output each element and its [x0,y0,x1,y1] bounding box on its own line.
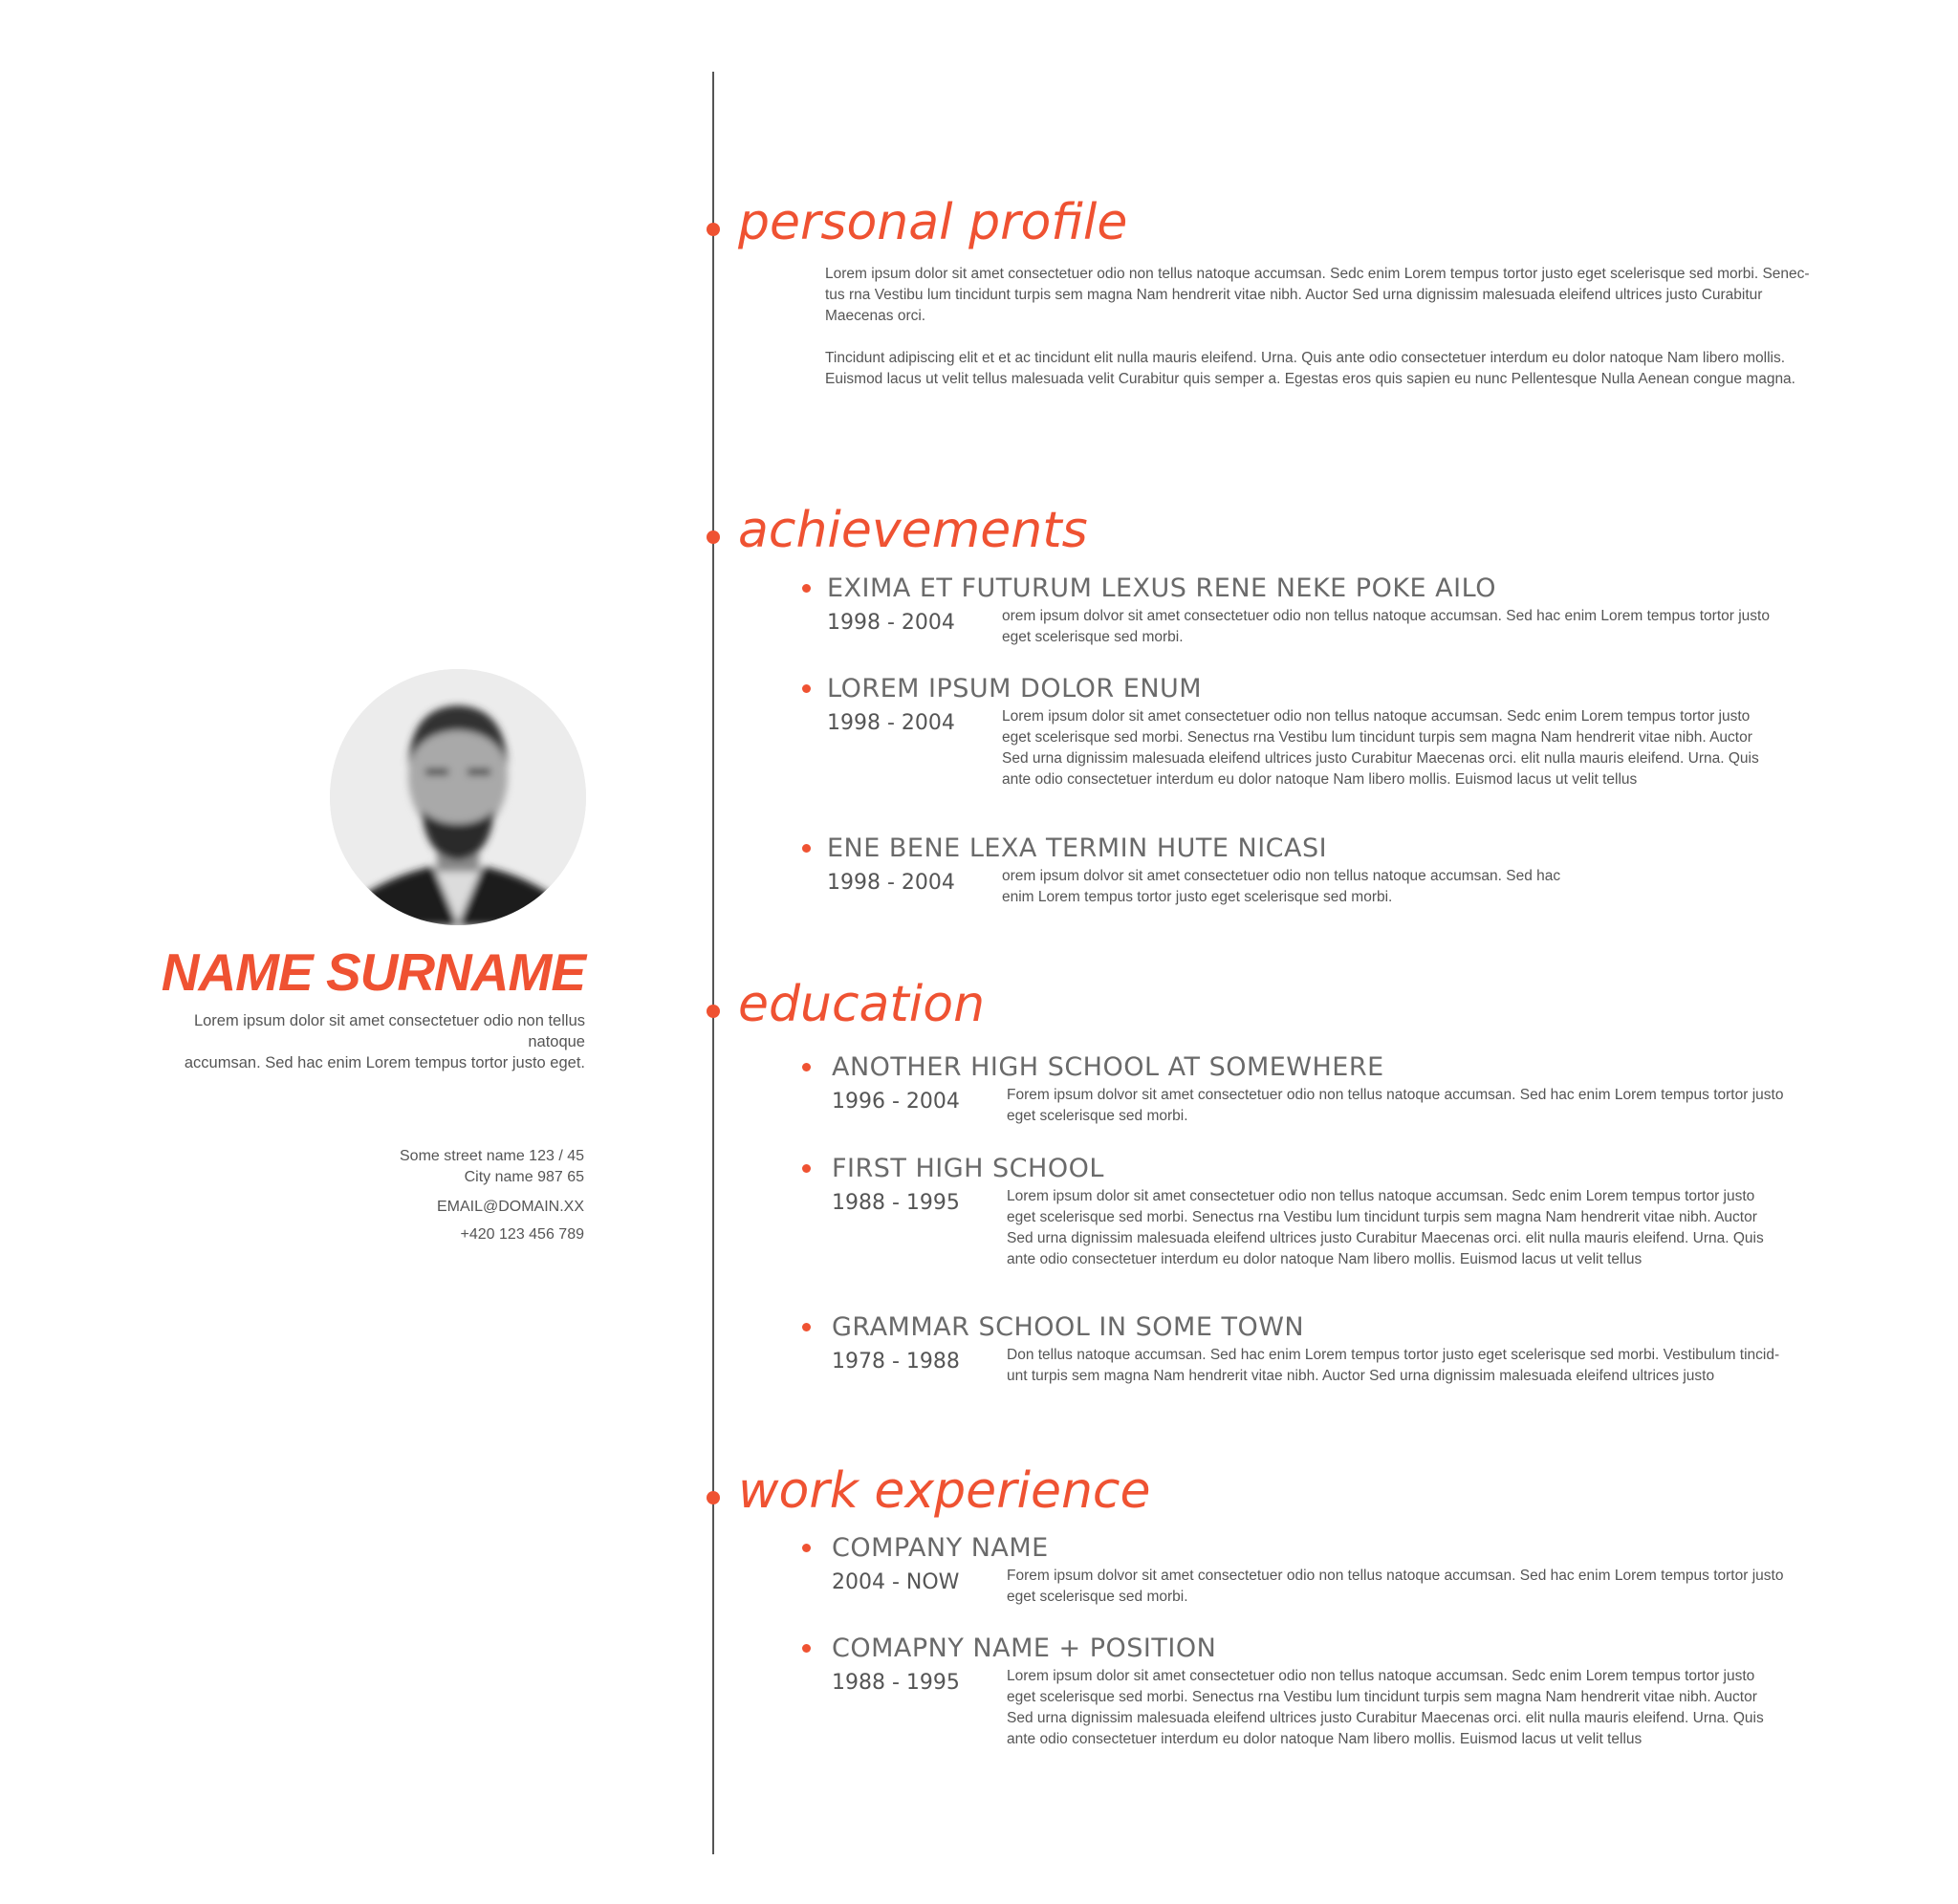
profile-paragraph-1 [825,264,1838,327]
person-name: NAME SURNAME [161,942,585,1002]
work-description [1007,1566,1848,1608]
description-line: eget scelerisque sed morbi. Senectus rna Vestibu lum tincidunt turpis sem magna Nam hendrerit vitae nibh. Auctor [1007,1209,1757,1225]
bullet-icon [802,844,811,853]
description-line: enim Lorem tempus tortor justo eget scelerisque sed morbi. [1002,889,1393,905]
achievement-description [1002,706,1843,790]
profile-line: Tincidunt adipiscing elit et et ac tincidunt elit nulla mauris eleifend. Urna. Quis ante odio consectetuer interdum eu dolor natoque Nam libero mollis. [825,350,1786,366]
section-title-profile: personal profile [738,194,1128,251]
description-line: unt turpis sem magna Nam hendrerit vitae nibh. Auctor Sed urna dignissim malesuada eleifend ultrices justo [1007,1368,1715,1384]
work-description [1007,1666,1848,1750]
description-line: Don tellus natoque accumsan. Sed hac enim Lorem tempus tortor justo eget scelerisque sed morbi. Vestibulum tincid- [1007,1347,1780,1363]
timeline-line [712,72,714,1854]
profile-line: Maecenas orci. [825,308,926,324]
education-title: ANOTHER HIGH SCHOOL AT SOMEWHERE [832,1052,1384,1082]
profile-line: tus rna Vestibu lum tincidunt turpis sem magna Nam hendrerit vitae nibh. Auctor Sed urna dignissim malesuada eleifend ultrices justo Curabitur [825,287,1763,303]
achievement-date: 1998 - 2004 [827,711,955,735]
address-line-2: City name 987 65 [464,1169,584,1185]
achievement-description [1002,606,1843,648]
achievement-title: ENE BENE LEXA TERMIN HUTE NICASI [827,833,1328,863]
bullet-icon [802,1063,811,1071]
education-description [1007,1186,1848,1270]
phone-number: +420 123 456 789 [460,1226,584,1243]
description-line: Sed urna dignissim malesuada eleifend ultrices justo Curabitur Maecenas orci. elit nulla mauris eleifend. Urna. Quis [1007,1710,1764,1726]
description-line: orem ipsum dolvor sit amet consectetuer odio non tellus natoque accumsan. Sed hac [1002,868,1561,884]
work-date: 2004 - NOW [832,1570,960,1594]
address-line-1: Some street name 123 / 45 [400,1148,584,1164]
person-tagline [164,1010,585,1073]
work-date: 1988 - 1995 [832,1671,960,1695]
section-title-achievements: achievements [738,502,1088,559]
timeline-dot-achievements [707,530,720,544]
description-line: Forem ipsum dolvor sit amet consectetuer odio non tellus natoque accumsan. Sed hac enim Lorem tempus tortor justo [1007,1087,1784,1103]
profile-line: Lorem ipsum dolor sit amet consectetuer odio non tellus natoque accumsan. Sedc enim Lorem tempus tortor justo eget scelerisque sed morbi. Senec- [825,266,1810,282]
achievement-title: LOREM IPSUM DOLOR ENUM [827,674,1203,703]
profile-line: Euismod lacus ut velit tellus malesuada velit Curabitur quis semper a. Egestas eros quis sapien eu nunc Pellentesque Nulla Aenean congue magna. [825,371,1795,387]
bullet-icon [802,1544,811,1552]
description-line: Sed urna dignissim malesuada eleifend ultrices justo Curabitur Maecenas orci. elit nulla mauris eleifend. Urna. Quis [1002,750,1759,767]
bullet-icon [802,584,811,593]
achievement-title: EXIMA ET FUTURUM LEXUS RENE NEKE POKE AILO [827,573,1496,603]
tagline-line: Lorem ipsum dolor sit amet consectetuer odio non tellus natoque [193,1012,585,1050]
education-description [1007,1345,1848,1387]
education-description [1007,1085,1848,1127]
description-line: Sed urna dignissim malesuada eleifend ultrices justo Curabitur Maecenas orci. elit nulla mauris eleifend. Urna. Quis [1007,1230,1764,1246]
description-line: eget scelerisque sed morbi. Senectus rna Vestibu lum tincidunt turpis sem magna Nam hendrerit vitae nibh. Auctor [1007,1689,1757,1705]
work-title: COMAPNY NAME + POSITION [832,1634,1217,1663]
timeline-dot-work [707,1491,720,1504]
description-line: eget scelerisque sed morbi. Senectus rna Vestibu lum tincidunt turpis sem magna Nam hendrerit vitae nibh. Auctor [1002,729,1752,746]
description-line: ante odio consectetuer interdum eu dolor natoque Nam libero mollis. Euismod lacus ut velit tellus [1002,771,1638,788]
description-line: ante odio consectetuer interdum eu dolor natoque Nam libero mollis. Euismod lacus ut velit tellus [1007,1251,1643,1267]
person-silhouette-icon [330,669,586,925]
achievement-date: 1998 - 2004 [827,611,955,635]
bullet-icon [802,684,811,693]
section-title-work: work experience [738,1462,1151,1520]
timeline-dot-profile [707,223,720,236]
description-line: orem ipsum dolvor sit amet consectetuer odio non tellus natoque accumsan. Sed hac enim Lorem tempus tortor justo [1002,608,1770,624]
description-line: eget scelerisque sed morbi. [1007,1108,1188,1124]
description-line: eget scelerisque sed morbi. [1002,629,1184,645]
education-date: 1996 - 2004 [832,1090,960,1114]
bullet-icon [802,1164,811,1173]
achievement-description [1002,866,1843,908]
description-line: ante odio consectetuer interdum eu dolor natoque Nam libero mollis. Euismod lacus ut velit tellus [1007,1731,1643,1747]
description-line: Forem ipsum dolvor sit amet consectetuer odio non tellus natoque accumsan. Sed hac enim Lorem tempus tortor justo [1007,1568,1784,1584]
description-line: Lorem ipsum dolor sit amet consectetuer odio non tellus natoque accumsan. Sedc enim Lorem tempus tortor justo [1002,708,1751,725]
education-title: GRAMMAR SCHOOL IN SOME TOWN [832,1312,1305,1342]
achievement-date: 1998 - 2004 [827,871,955,895]
bullet-icon [802,1323,811,1331]
section-title-education: education [738,976,986,1033]
bullet-icon [802,1644,811,1653]
timeline-dot-education [707,1005,720,1018]
email-link[interactable]: EMAIL@DOMAIN.XX [436,1199,584,1215]
description-line: Lorem ipsum dolor sit amet consectetuer odio non tellus natoque accumsan. Sedc enim Lorem tempus tortor justo [1007,1188,1755,1204]
education-date: 1978 - 1988 [832,1350,960,1374]
tagline-line: accumsan. Sed hac enim Lorem tempus tortor justo eget. [184,1054,585,1071]
avatar [330,669,586,925]
education-date: 1988 - 1995 [832,1191,960,1215]
description-line: eget scelerisque sed morbi. [1007,1589,1188,1605]
profile-paragraph-2 [825,348,1838,390]
description-line: Lorem ipsum dolor sit amet consectetuer odio non tellus natoque accumsan. Sedc enim Lorem tempus tortor justo [1007,1668,1755,1684]
work-title: COMPANY NAME [832,1533,1049,1563]
education-title: FIRST HIGH SCHOOL [832,1154,1104,1183]
